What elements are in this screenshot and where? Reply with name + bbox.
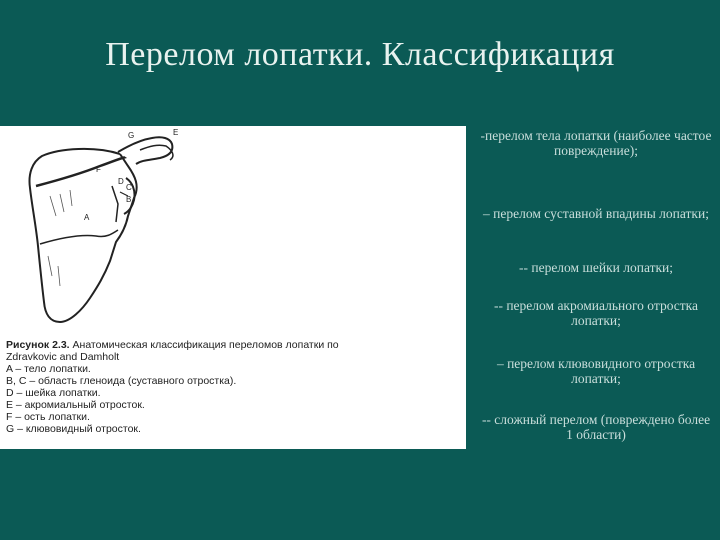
- caption-line-a: A – тело лопатки.: [6, 363, 91, 375]
- figure-panel: [0, 126, 466, 449]
- caption-authors: Zdravkovic and Damholt: [6, 351, 120, 363]
- label-a: A: [84, 213, 90, 222]
- figure-caption: [6, 339, 466, 435]
- caption-figure-ref: Рисунок 2.3.: [6, 339, 70, 351]
- classification-item-glenoid: – перелом суставной впадины лопатки;: [483, 206, 709, 221]
- caption-heading: [6, 339, 466, 351]
- slide-title: Перелом лопатки. Классификация: [105, 36, 615, 73]
- caption-line-d: D – шейка лопатки.: [6, 387, 101, 399]
- label-d: D: [118, 177, 124, 186]
- classification-item-neck: -- перелом шейки лопатки;: [518, 260, 674, 275]
- caption-line-g: G – клювовидный отросток.: [6, 423, 141, 435]
- classification-item-complex: -- сложный перелом (повреждено более 1 области): [481, 412, 711, 442]
- classification-item-coracoid: – перелом клювовидного отростка лопатки;: [496, 356, 696, 386]
- label-f: F: [96, 165, 101, 174]
- scapula-illustration: [0, 126, 466, 336]
- label-b: B: [126, 195, 132, 204]
- caption-line-bc: B, C – область гленоида (суставного отростка).: [6, 375, 237, 387]
- label-e: E: [173, 128, 179, 137]
- classification-item-acromion: -- перелом акромиального отростка лопатки;: [493, 298, 699, 328]
- label-c: C: [126, 183, 132, 192]
- caption-line-f: F – ость лопатки.: [6, 411, 90, 423]
- acromion-process: [118, 137, 172, 164]
- label-g: G: [128, 131, 135, 140]
- caption-line-e: E – акромиальный отросток.: [6, 399, 145, 411]
- classification-item-body: -перелом тела лопатки (наиболее частое повреждение);: [480, 128, 712, 158]
- caption-title: Анатомическая классификация переломов лопатки по: [72, 339, 339, 351]
